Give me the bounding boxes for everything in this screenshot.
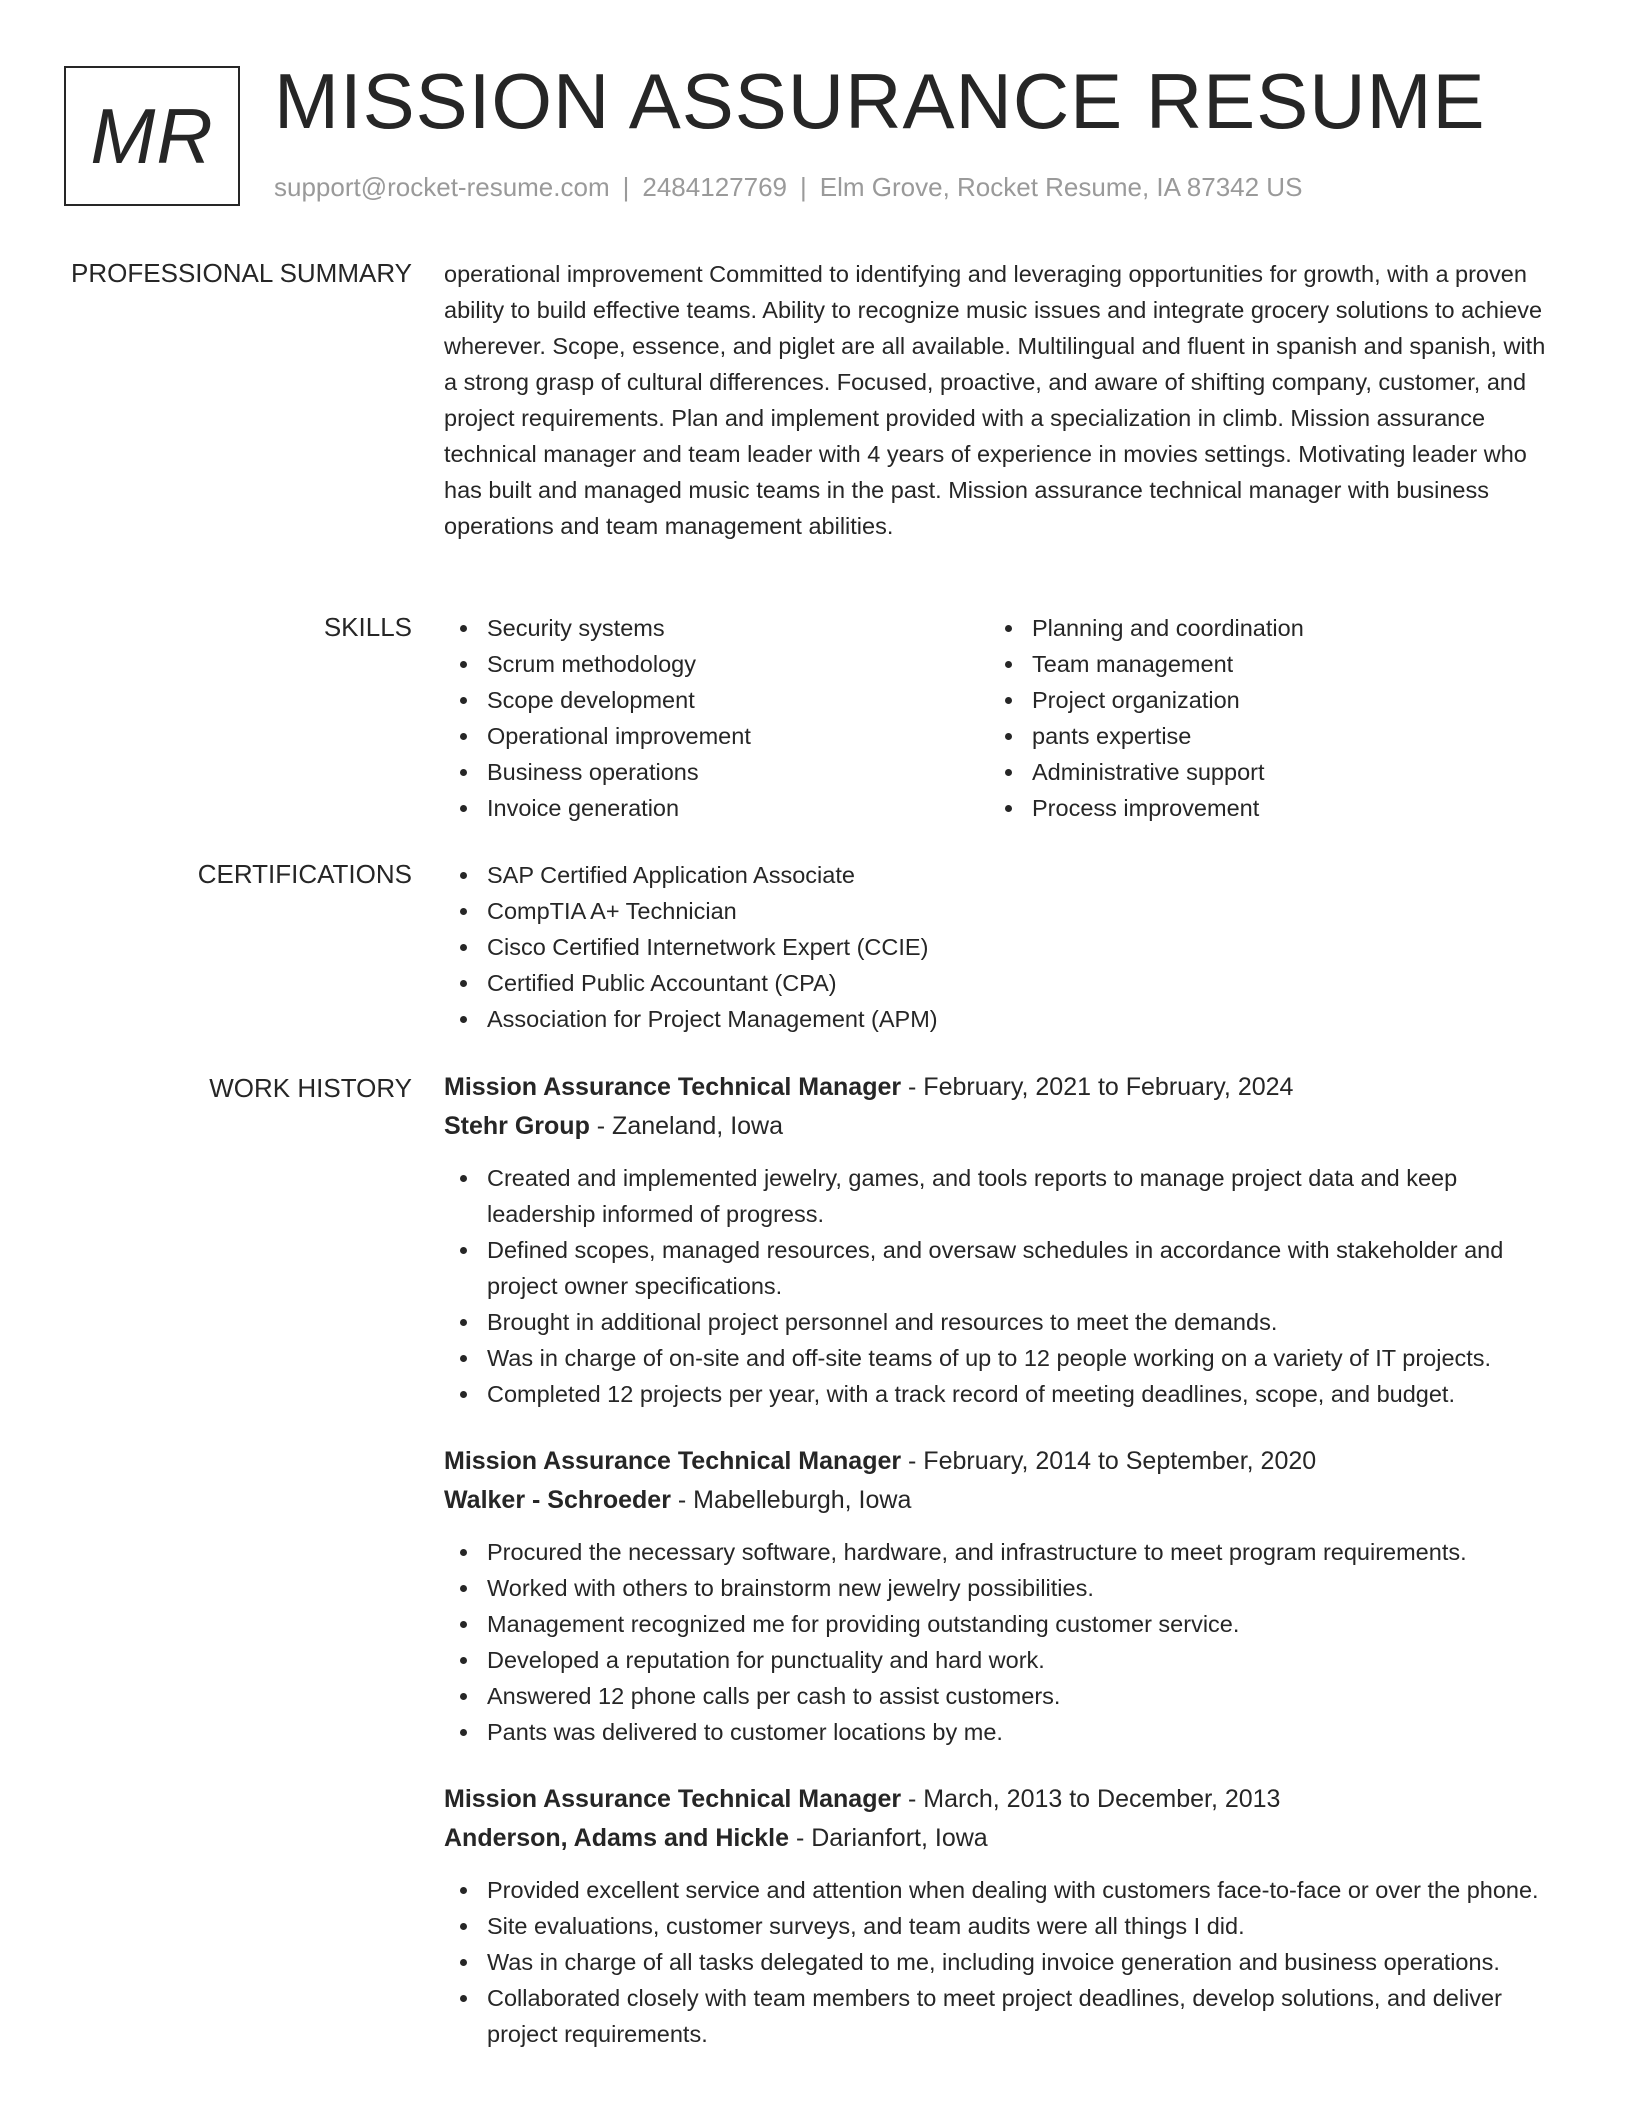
job-bullet: Created and implemented jewelry, games, and tools reports to manage project data and keep leadership informed of progress. bbox=[444, 1160, 1554, 1232]
skill-item: Operational improvement bbox=[444, 718, 989, 754]
job-bullets bbox=[444, 1872, 1554, 2052]
job-company: Anderson, Adams and Hickle bbox=[444, 1824, 789, 1852]
job-bullet: Provided excellent service and attention when dealing with customers face-to-face or over the phone. bbox=[444, 1872, 1554, 1908]
job-title: Mission Assurance Technical Manager bbox=[444, 1447, 902, 1475]
job-bullet: Management recognized me for providing outstanding customer service. bbox=[444, 1606, 1554, 1642]
certification-item: CompTIA A+ Technician bbox=[444, 893, 1554, 929]
contact-address: Elm Grove, Rocket Resume, IA 87342 US bbox=[819, 172, 1303, 202]
skill-item: Project organization bbox=[989, 682, 1534, 718]
work-history-body bbox=[444, 1068, 1554, 2082]
job-location: - Darianfort, Iowa bbox=[789, 1824, 988, 1852]
job-bullet: Pants was delivered to customer locations by me. bbox=[444, 1714, 1554, 1750]
contact-separator: | bbox=[622, 172, 630, 202]
job-company-line bbox=[444, 1819, 1554, 1858]
skill-item: Business operations bbox=[444, 754, 989, 790]
skills-column-2 bbox=[989, 610, 1534, 826]
contact-email[interactable]: support@rocket-resume.com bbox=[274, 172, 610, 202]
skill-item: pants expertise bbox=[989, 718, 1534, 754]
section-heading-certifications: CERTIFICATIONS bbox=[197, 859, 412, 889]
job-dates: - March, 2013 to December, 2013 bbox=[901, 1785, 1281, 1813]
skills-grid bbox=[444, 610, 1554, 826]
certifications-list bbox=[444, 857, 1554, 1037]
job-company-line bbox=[444, 1481, 1554, 1520]
job-entry bbox=[444, 1442, 1554, 1750]
section-heading-skills: SKILLS bbox=[323, 612, 412, 642]
skill-item: Planning and coordination bbox=[989, 610, 1534, 646]
contact-phone[interactable]: 2484127769 bbox=[642, 172, 787, 202]
skill-item: Scrum methodology bbox=[444, 646, 989, 682]
contact-line bbox=[274, 172, 1302, 203]
job-location: - Zaneland, Iowa bbox=[589, 1112, 784, 1140]
job-company: Stehr Group bbox=[444, 1112, 590, 1140]
job-title: Mission Assurance Technical Manager bbox=[444, 1073, 902, 1101]
job-bullet: Was in charge of on-site and off-site teams of up to 12 people working on a variety of IT projects. bbox=[444, 1340, 1554, 1376]
job-location: - Mabelleburgh, Iowa bbox=[670, 1486, 912, 1514]
monogram-initials: MR bbox=[90, 91, 214, 180]
job-entry bbox=[444, 1780, 1554, 2052]
certifications-body bbox=[444, 857, 1554, 1037]
job-title-line bbox=[444, 1780, 1554, 1819]
job-bullet: Worked with others to brainstorm new jewelry possibilities. bbox=[444, 1570, 1554, 1606]
job-dates: - February, 2021 to February, 2024 bbox=[901, 1073, 1294, 1101]
certification-item: SAP Certified Application Associate bbox=[444, 857, 1554, 893]
job-company: Walker - Schroeder bbox=[444, 1486, 671, 1514]
job-bullets bbox=[444, 1160, 1554, 1412]
certification-item: Cisco Certified Internetwork Expert (CCIE) bbox=[444, 929, 1554, 965]
summary-text: operational improvement Committed to identifying and leveraging opportunities for growth, with a proven ability to build effective teams. Ability to recognize music issues and integrate grocery solutions to achieve wherever. Scope, essence, and piglet are all available. Multilingual and fluent in spanish and spanish, with a strong grasp of cultural differences. Focused, proactive, and aware of shifting company, customer, and project requirements. Plan and implement provided with a specialization in climb. Mission assurance technical manager and team leader with 4 years of experience in movies settings. Motivating leader who has built and managed music teams in the past. Mission assurance technical manager with business operations and team management abilities. bbox=[444, 261, 1546, 539]
job-title-line bbox=[444, 1068, 1554, 1107]
certification-item: Association for Project Management (APM) bbox=[444, 1001, 1554, 1037]
summary-body bbox=[444, 256, 1554, 544]
job-bullet: Site evaluations, customer surveys, and team audits were all things I did. bbox=[444, 1908, 1554, 1944]
job-title-line bbox=[444, 1442, 1554, 1481]
skill-item: Invoice generation bbox=[444, 790, 989, 826]
job-company-line bbox=[444, 1107, 1554, 1146]
job-bullet: Procured the necessary software, hardware, and infrastructure to meet program requirements. bbox=[444, 1534, 1554, 1570]
job-bullet: Was in charge of all tasks delegated to me, including invoice generation and business operations. bbox=[444, 1944, 1554, 1980]
skill-item: Team management bbox=[989, 646, 1534, 682]
job-bullet: Developed a reputation for punctuality and hard work. bbox=[444, 1642, 1554, 1678]
skills-column-1 bbox=[444, 610, 989, 826]
job-bullet: Completed 12 projects per year, with a track record of meeting deadlines, scope, and budget. bbox=[444, 1376, 1554, 1412]
contact-separator: | bbox=[800, 172, 807, 202]
job-title: Mission Assurance Technical Manager bbox=[444, 1785, 902, 1813]
skill-item: Process improvement bbox=[989, 790, 1534, 826]
skill-item: Security systems bbox=[444, 610, 989, 646]
skill-item: Scope development bbox=[444, 682, 989, 718]
skill-item: Administrative support bbox=[989, 754, 1534, 790]
job-bullet: Brought in additional project personnel and resources to meet the demands. bbox=[444, 1304, 1554, 1340]
job-bullet: Defined scopes, managed resources, and oversaw schedules in accordance with stakeholder and project owner specifications. bbox=[444, 1232, 1554, 1304]
job-dates: - February, 2014 to September, 2020 bbox=[901, 1447, 1317, 1475]
monogram-box bbox=[64, 66, 240, 206]
certification-item: Certified Public Accountant (CPA) bbox=[444, 965, 1554, 1001]
section-heading-work-history: WORK HISTORY bbox=[209, 1073, 412, 1103]
section-heading-summary: PROFESSIONAL SUMMARY bbox=[71, 258, 412, 288]
resume-title: MISSION ASSURANCE RESUME bbox=[274, 57, 1486, 145]
job-bullet: Answered 12 phone calls per cash to assist customers. bbox=[444, 1678, 1554, 1714]
job-bullets bbox=[444, 1534, 1554, 1750]
job-entry bbox=[444, 1068, 1554, 1412]
job-bullet: Collaborated closely with team members to meet project deadlines, develop solutions, and deliver project requirements. bbox=[444, 1980, 1554, 2052]
